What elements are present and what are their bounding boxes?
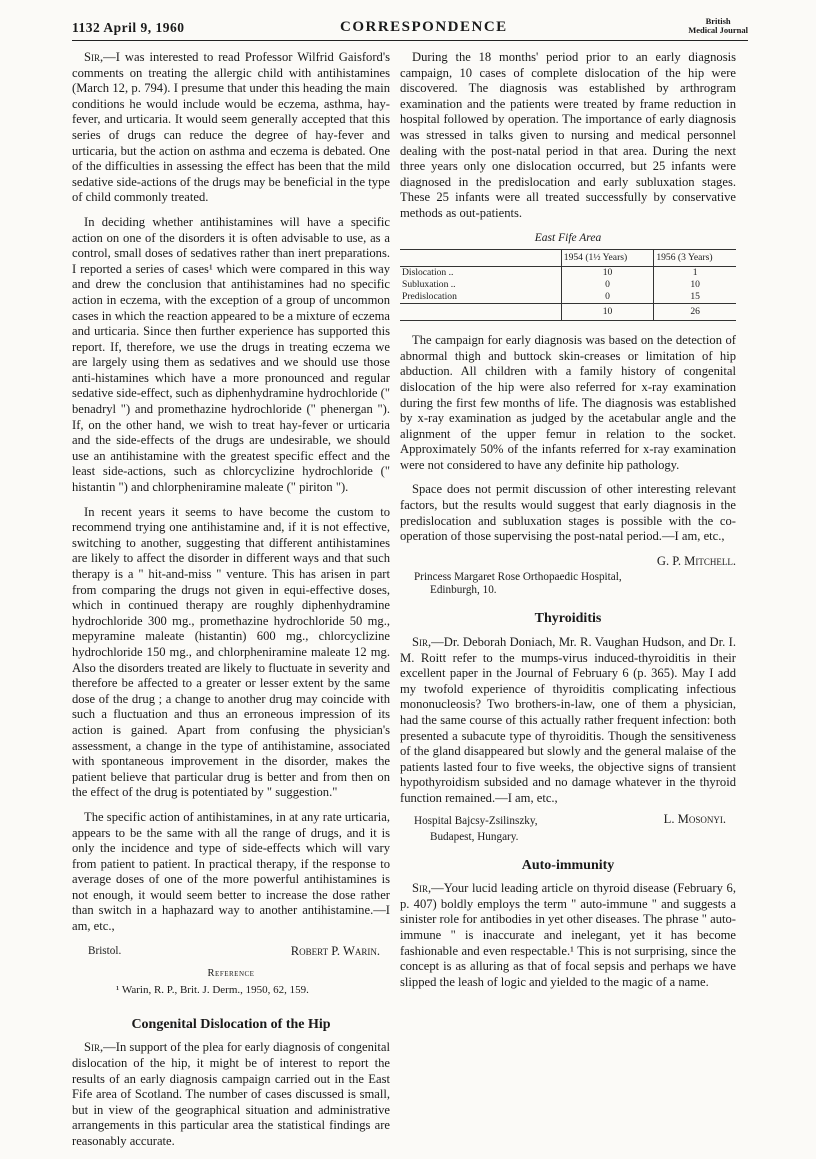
east-fife-table bbox=[400, 249, 736, 321]
letter3-paragraph1: Sir,—Dr. Deborah Doniach, Mr. R. Vaughan Hudson, and Dr. I. M. Roitt refer to the mumps-virus induced-thyroiditis in their excellent paper in the Journal of February 6 (p. 365). May I add my twofold experience of thyroiditis complicating infectious mononucleosis? Two brothers-in-law, one of them a physician, had the same course of this actually rather frequent infection: both presented a subacute type of thyroiditis. Though the sensitiveness of the gland disappeared but slowly and the general malaise of the patients lasted four to five weeks, the objective signs of transient hypothyroidism subsided and no damage whatever in the thyroid function remained.—I am, etc., bbox=[400, 635, 736, 805]
letter1-paragraph3: In recent years it seems to have become the custom to recommend trying one antihistamine and, if it is not effective, switching to another, suggesting that different antihistamines are likely to affect the disorder in different ways and that such therapy is a " hit-and-miss " venture. This has arisen in part from comparing the drugs not given in equi-effective doses, which in continued therapy are roughly diphenhydramine hydrochloride 300 mg., promethazine hydrochloride 50 mg., mepyramine maleate (histantin) 600 mg., chlorcyclizine hydrochloride 150 mg., and chlorpheniramine maleate 12 mg. Also the disorders treated are likely to fluctuate in severity and therefore be affected to a greater or lesser extent by the same dose of the drug ; a change to another drug may coincide with such a fluctuation and thus an erroneous impression of its action is gained. Apart from confusing the physician's assessment, a change in the type of antihistamine, associated with spontaneous improvement in the disorder, makes the patient believe that particular drug is better and from then on the effect of the drug is potentiated by " suggestion." bbox=[72, 504, 390, 800]
letter1-location: Bristol. bbox=[88, 944, 122, 957]
letter1-signature: Robert P. Warin. bbox=[290, 943, 380, 958]
letter2-paragraph4: Space does not permit discussion of other interesting relevant factors, but the results would suggest that early diagnosis in the predislocation and subluxation stages is possible with the co-operation of those supervising the post-natal period.—I am, etc., bbox=[400, 482, 736, 544]
salutation: Sir, bbox=[412, 881, 432, 896]
heading-congenital-dislocation: Congenital Dislocation of the Hip bbox=[131, 1016, 331, 1032]
letter3-signature: L. Mosonyi. bbox=[663, 811, 726, 826]
section-title: CORRESPONDENCE bbox=[340, 19, 508, 35]
letter2-location-line1: Princess Margaret Rose Orthopaedic Hospital, bbox=[414, 571, 622, 584]
table-row: Subluxation .. 0 10 bbox=[400, 279, 736, 291]
letter1-paragraph1: Sir,—I was interested to read Professor Wilfrid Gaisford's comments on treating the allergic child with antihistamines (March 12, p. 794). I presume that under this heading the main conditions he would include would be eczema, asthma, hay-fever, and urticaria. It would seem generally accepted that this series of drugs can reduce the degree of hay-fever and urticaria, but the action on asthma and eczema is debated. One of the difficulties in assessing the effect has been that the mild sedative side-actions of the drugs may be beneficial in the type of child commonly treated. bbox=[72, 50, 390, 205]
left-column bbox=[72, 50, 390, 1159]
letter2-paragraph2: During the 18 months' period prior to an early diagnosis campaign, 10 cases of complete dislocation of the hip were discovered. The diagnosis was established by arthrogram examination and the patients were treated by frame reduction in hospital followed by operation. The importance of early diagnosis was stressed in talks given to nursing and medical personnel dealing with the post-natal period in that area. During the next three years only one dislocation occurred, but 25 infants were diagnosed in the predislocation and early subluxation stages. These 25 infants were all treated successfully by conservative methods as out-patients. bbox=[400, 50, 736, 220]
table-header-1954: 1954 (1½ Years) bbox=[561, 250, 654, 267]
table-header-blank bbox=[400, 250, 561, 267]
salutation: Sir, bbox=[84, 1040, 104, 1055]
page-header bbox=[72, 14, 748, 41]
right-column bbox=[400, 50, 736, 999]
salutation: Sir, bbox=[412, 635, 432, 650]
table-row: Dislocation .. 10 1 bbox=[400, 267, 736, 280]
letter2-signature: G. P. Mitchell. bbox=[656, 553, 736, 568]
letter1-signature-block bbox=[72, 944, 390, 960]
table-total-row: 10 26 bbox=[400, 304, 736, 321]
table-header-1956: 1956 (3 Years) bbox=[654, 250, 736, 267]
salutation: Sir, bbox=[84, 50, 104, 64]
heading-auto-immunity: Auto-immunity bbox=[521, 857, 615, 873]
table-title: East Fife Area bbox=[534, 231, 602, 244]
journal-name-line2: Medical Journal bbox=[688, 25, 748, 35]
letter2-paragraph1-part1: Sir,—In support of the plea for early diagnosis of congenital dislocation of the hip, it might be of interest to report the results of an early diagnosis campaign carried out in the East Fife area of Scotland. The number of cases discussed is small, but in view of the geographical situation and administrative arrangements in this particular area the statistical findings are reasonably accurate. bbox=[72, 1040, 390, 1148]
letter2-location-line2: Edinburgh, 10. bbox=[430, 584, 497, 597]
reference-entry: ¹ Warin, R. P., Brit. J. Derm., 1950, 62, 159. bbox=[116, 984, 309, 997]
journal-name bbox=[688, 17, 748, 35]
letter3-location-line1: Hospital Bajcsy-Zsilinszky, bbox=[414, 814, 538, 827]
table-row: Predislocation 0 15 bbox=[400, 291, 736, 304]
reference-heading: Reference bbox=[207, 967, 255, 979]
letter1-paragraph2: In deciding whether antihistamines will have a specific action on one of the disorders it is often advisable to use, as a control, small doses of sedatives rather than inert preparations. I reported a series of cases¹ which were compared in this way and drew the conclusion that antihistamines had no specific action in eczema, with the exception of a group of uncommon cases in which the reaction appeared to be a mixture of eczema and urticaria. Since then further experience has supported this report. If, therefore, we use the drugs in treating eczema we are largely using them as sedatives and we should use those anti-histamines which have a more pronounced and regular sedative side-effect, such as diphenhydramine hydrochloride (" benadryl ") and promethazine hydrochloride (" phenergan "). If, on the other hand, we wish to treat hay-fever or urticaria and the side-effects of the drugs are undesirable, we should use an antihistamine with the greatest specific effect and the least side-actions, such as chlorcyclizine hydrochloride (" histantin ") and chlorpheniramine maleate (" piriton "). bbox=[72, 214, 390, 495]
journal-name-line1: British bbox=[705, 16, 731, 26]
letter4-paragraph1: Sir,—Your lucid leading article on thyroid disease (February 6, p. 407) boldly employs the term " auto-immune " and suggests a sinister role for antibodies in yet other diseases. The phrase " auto-immune " is inaccurate and inelegant, yet it has become fashionable and even respectable.¹ This is not surprising, since the concept is as alluring as that of focal sepsis and perhaps we have slipped the leash of logic and yielded to the magic of a name. bbox=[400, 881, 736, 989]
letter1-paragraph4: The specific action of antihistamines, in at any rate urticaria, appears to be the same with all the range of drugs, and it is only the incidence and type of side-effects which will vary from patient to patient. In practical therapy, if the response to average doses of one of the more powerful antihistamines is not enough, it would seem better to increase the dose rather than switch in a haphazard way to another antihistamine.—I am, etc., bbox=[72, 809, 390, 934]
heading-thyroiditis: Thyroiditis bbox=[534, 611, 602, 627]
page-number-date: 1132 April 9, 1960 bbox=[72, 20, 185, 35]
letter3-location-line2: Budapest, Hungary. bbox=[430, 830, 519, 843]
letter2-paragraph3: The campaign for early diagnosis was based on the detection of abnormal thigh and buttock skin-creases or limitation of hip abduction. All children with a family history of congenital dislocation of the hip were also referred for x-ray examination during the first few months of life. The diagnosis was established by x-ray examination as judged by the acetabular angle and the alignment of the upper femur in relation to the socket. Approximately 50% of the infants referred for x-ray examination were not considered to have any definite hip pathology. bbox=[400, 333, 736, 472]
letter3-signature-block bbox=[400, 812, 736, 844]
